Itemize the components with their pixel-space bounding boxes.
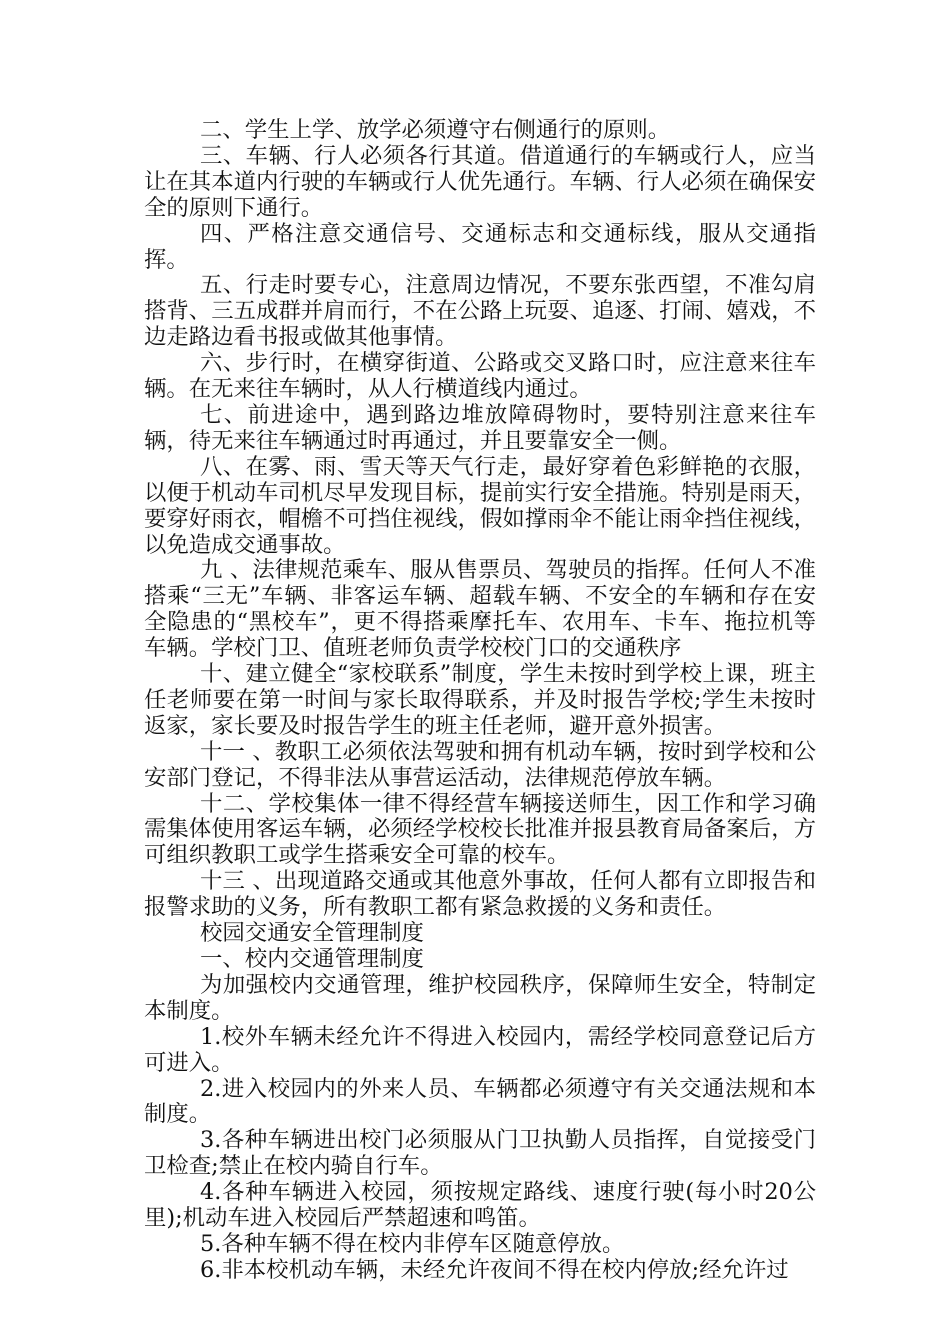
paragraph-item-3: 3.各种车辆进出校门必须服从门卫执勤人员指挥，自觉接受门卫检查;禁止在校内骑自行车。 [144,1127,816,1180]
paragraph-rule-3: 三、车辆、行人必须各行其道。借道通行的车辆或行人，应当让在其本道内行驶的车辆或行人优先通行。车辆、行人必须在确保安全的原则下通行。 [144,142,816,221]
paragraph-rule-7: 七、前进途中，遇到路边堆放障碍物时，要特别注意来往车辆，待无来往车辆通过时再通过，并且要靠安全一侧。 [144,401,816,454]
paragraph-rule-2: 二、学生上学、放学必须遵守右侧通行的原则。 [200,117,671,143]
paragraph-item-1: 1.校外车辆未经允许不得进入校园内，需经学校同意登记后方可进入。 [144,1023,816,1076]
paragraph-intro: 为加强校内交通管理，维护校园秩序，保障师生安全，特制定本制度。 [144,971,816,1024]
paragraph-rule-12: 十二、学校集体一律不得经营车辆接送师生，因工作和学习确需集体使用客运车辆，必须经学校校长批准并报县教育局备案后，方可组织教职工或学生搭乘安全可靠的校车。 [144,790,816,869]
paragraph-rule-9: 九 、法律规范乘车、服从售票员、驾驶员的指挥。任何人不准搭乘“三无”车辆、非客运车辆、超载车辆、不安全的车辆和存在安全隐患的“黑校车”，更不得搭乘摩托车、农用车、卡车、拖拉机等车辆。学校门卫、值班老师负责学校校门口的交通秩序 [144,557,816,662]
paragraph-rule-5: 五、行走时要专心，注意周边情况，不要东张西望，不准勾肩搭背、三五成群并肩而行，不在公路上玩耍、追逐、打闹、嬉戏，不边走路边看书报或做其他事情。 [144,272,816,351]
subsection-heading: 一、校内交通管理制度 [200,946,424,972]
paragraph-rule-11: 十一 、教职工必须依法驾驶和拥有机动车辆，按时到学校和公安部门登记，不得非法从事营运活动，法律规范停放车辆。 [144,738,816,791]
paragraph-item-5: 5.各种车辆不得在校内非停车区随意停放。 [200,1230,625,1257]
paragraph-item-6: 6.非本校机动车辆，未经允许夜间不得在校内停放;经允许过 [200,1256,789,1283]
paragraph-rule-6: 六、步行时，在横穿街道、公路或交叉路口时，应注意来往车辆。在无来往车辆时，从人行横道线内通过。 [144,350,816,403]
paragraph-rule-10: 十、建立健全“家校联系”制度，学生未按时到学校上课，班主任老师要在第一时间与家长取得联系，并及时报告学校;学生未按时返家，家长要及时报告学生的班主任老师，避开意外损害。 [144,661,816,739]
paragraph-rule-8: 八、在雾、雨、雪天等天气行走，最好穿着色彩鲜艳的衣服，以便于机动车司机尽早发现目标，提前实行安全措施。特别是雨天，要穿好雨衣，帽檐不可挡住视线，假如撑雨伞不能让雨伞挡住视线，以免造成交通事故。 [144,453,816,558]
section-heading: 校园交通安全管理制度 [200,920,424,947]
paragraph-item-2: 2.进入校园内的外来人员、车辆都必须遵守有关交通法规和本制度。 [144,1075,816,1128]
paragraph-rule-4: 四、严格注意交通信号、交通标志和交通标线，服从交通指挥。 [144,220,816,273]
paragraph-item-4: 4.各种车辆进入校园，须按规定路线、速度行驶(每小时20公里);机动车进入校园后严禁超速和鸣笛。 [144,1179,816,1232]
document-body [144,118,816,1284]
paragraph-rule-13: 十三 、出现道路交通或其他意外事故，任何人都有立即报告和报警求助的义务，所有教职工都有紧急救援的义务和责任。 [144,868,816,921]
